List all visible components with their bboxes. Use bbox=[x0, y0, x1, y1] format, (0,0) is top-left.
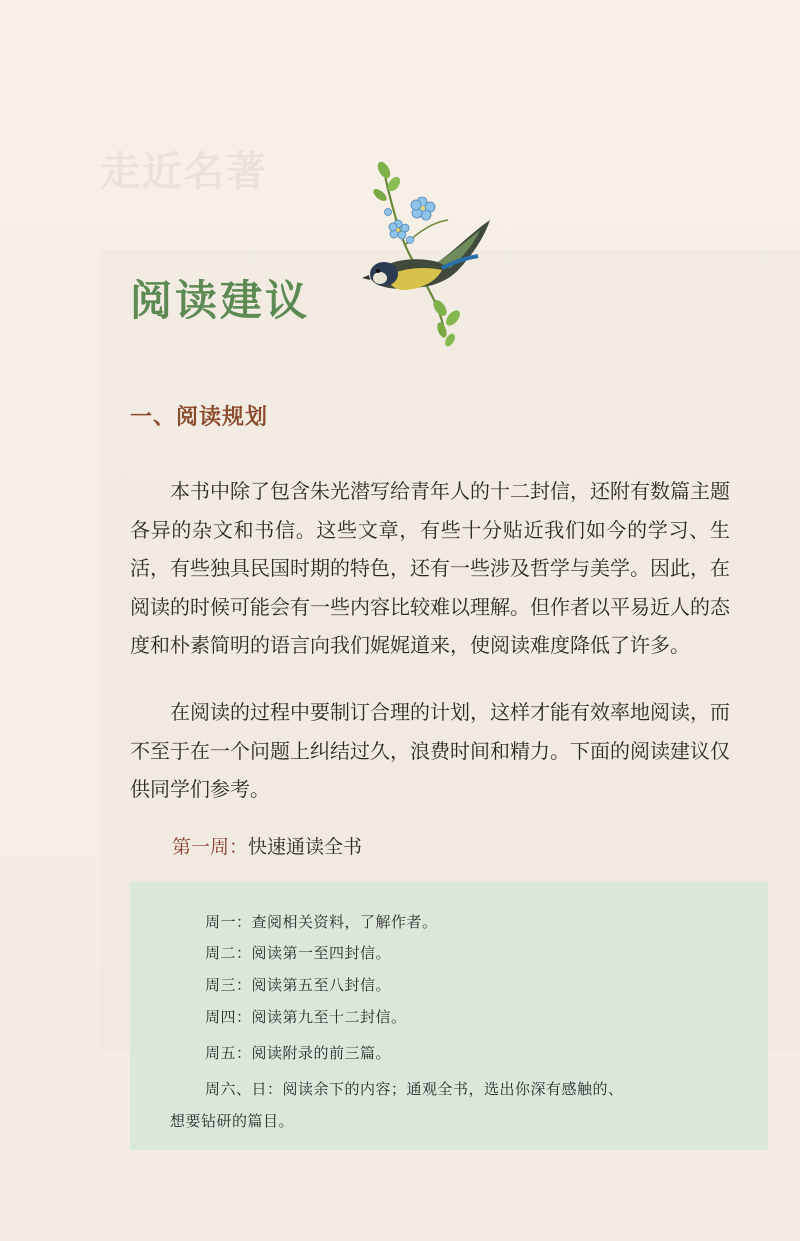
schedule-day: 周三： bbox=[205, 976, 252, 994]
schedule-day: 周四： bbox=[205, 1008, 252, 1026]
schedule-task: 阅读第五至八封信。 bbox=[251, 976, 392, 994]
schedule-task: 阅读附录的前三篇。 bbox=[251, 1044, 392, 1062]
week-heading bbox=[172, 832, 362, 859]
page-title: 阅读建议 bbox=[130, 276, 311, 325]
schedule-item bbox=[205, 974, 391, 995]
week-label: 第一周： bbox=[172, 836, 249, 858]
week-title: 快速通读全书 bbox=[248, 836, 363, 858]
body-paragraph: 本书中除了包含朱光潜写给青年人的十二封信，还附有数篇主题各异的杂文和书信。这些文章，有些十分贴近我们如今的学习、生活，有些独具民国时期的特色，还有一些涉及哲学与美学。因此，在阅读的时候可能会有一些内容比较难以理解。但作者以平易近人的态度和朴素简明的语言向我们娓娓道来，使阅读难度降低了许多。 bbox=[130, 479, 730, 657]
schedule-item bbox=[170, 1110, 294, 1131]
ghost-heading: 走近名著 bbox=[100, 148, 268, 195]
schedule-task: 阅读第一至四封信。 bbox=[251, 944, 392, 962]
schedule-task: 查阅相关资料，了解作者。 bbox=[251, 913, 438, 931]
schedule-task: 想要钻研的篇目。 bbox=[170, 1112, 295, 1130]
schedule-task: 阅读余下的内容；通观全书，选出你深有感触的、 bbox=[282, 1080, 624, 1098]
bird-illustration bbox=[350, 150, 510, 350]
schedule-day: 周二： bbox=[205, 944, 252, 962]
schedule-day: 周五： bbox=[205, 1044, 252, 1062]
schedule-day: 周一： bbox=[205, 913, 252, 931]
schedule-day: 周六、日： bbox=[205, 1080, 283, 1098]
schedule-item bbox=[205, 911, 438, 932]
schedule-task: 阅读第九至十二封信。 bbox=[251, 1008, 407, 1026]
schedule-item bbox=[205, 1078, 624, 1099]
schedule-item bbox=[205, 1042, 391, 1063]
schedule-item bbox=[205, 1006, 407, 1027]
section-heading: 一、阅读规划 bbox=[130, 404, 269, 430]
schedule-item bbox=[205, 942, 391, 963]
body-paragraph: 在阅读的过程中要制订合理的计划，这样才能有效率地阅读，而不至于在一个问题上纠结过久，浪费时间和精力。下面的阅读建议仅供同学们参考。 bbox=[130, 700, 730, 801]
